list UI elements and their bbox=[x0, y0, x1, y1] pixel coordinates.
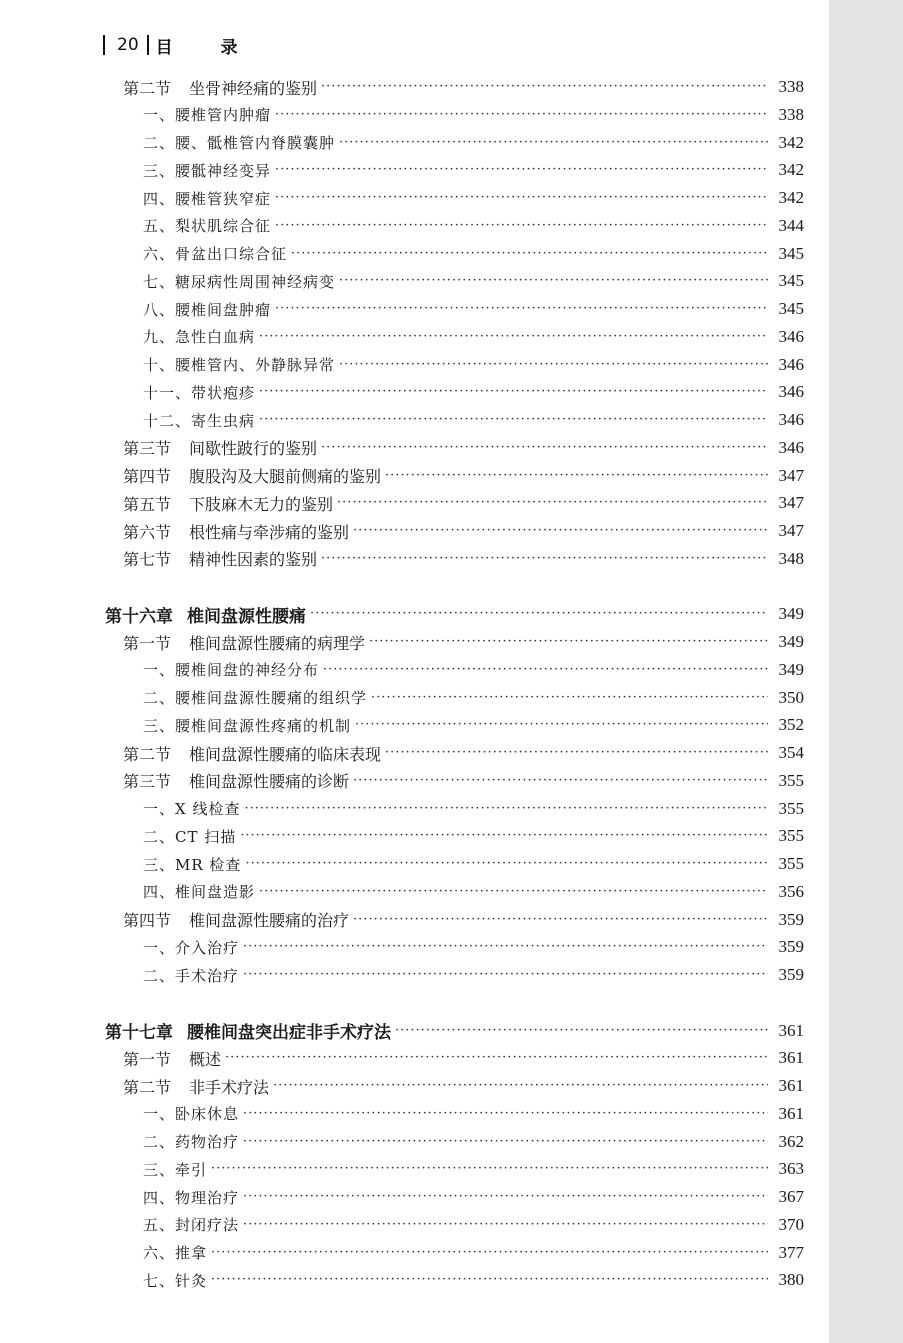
toc-entry-page: 356 bbox=[778, 881, 804, 901]
toc-entry-title: 间歇性跛行的鉴别 bbox=[189, 439, 318, 459]
toc-section-row bbox=[123, 1074, 804, 1098]
toc-entry-page: 359 bbox=[778, 937, 804, 957]
toc-entry-page: 347 bbox=[778, 521, 804, 540]
toc-entry-label: 八、 bbox=[143, 300, 176, 319]
header-rule-right bbox=[147, 35, 149, 55]
toc-entry-title: 介入治疗 bbox=[175, 938, 240, 957]
toc-subsection-row bbox=[143, 186, 804, 210]
toc-entry-page: 380 bbox=[778, 1270, 804, 1290]
toc-entry-page: 346 bbox=[778, 437, 804, 457]
dot-leader bbox=[321, 547, 768, 571]
dot-leader bbox=[211, 1268, 768, 1292]
page-number: 20 bbox=[117, 35, 139, 55]
toc-subsection-row bbox=[143, 158, 804, 182]
dot-leader bbox=[339, 269, 768, 293]
toc-entry-page: 346 bbox=[778, 382, 804, 402]
dot-leader bbox=[243, 935, 768, 959]
toc-entry-page: 359 bbox=[778, 909, 804, 929]
toc-entry-label: 十二、 bbox=[143, 411, 192, 430]
toc-entry-title: 非手术疗法 bbox=[189, 1077, 270, 1097]
toc-subsection-row bbox=[143, 852, 804, 876]
toc-entry-label: 七、 bbox=[143, 272, 176, 291]
toc-entry-title: 腰椎间盘肿瘤 bbox=[175, 300, 272, 319]
toc-entry-label: 第五节 bbox=[123, 494, 172, 514]
toc-entry-label: 第四节 bbox=[123, 467, 172, 486]
toc-entry-label: 一、 bbox=[143, 800, 176, 818]
toc-entry-page: 349 bbox=[778, 604, 804, 624]
toc-entry-page: 346 bbox=[778, 354, 804, 374]
toc-subsection-row bbox=[143, 1157, 804, 1181]
dot-leader bbox=[244, 797, 768, 821]
toc-entry-label: 六、 bbox=[143, 1244, 176, 1262]
toc-entry-label: 第二节 bbox=[123, 78, 172, 98]
toc-entry-label: 三、 bbox=[143, 1160, 176, 1179]
toc-entry-title: 腰椎管内肿瘤 bbox=[175, 106, 272, 125]
toc-entry-title: 腰椎间盘源性疼痛的机制 bbox=[175, 716, 352, 735]
toc-entry-label: 十、 bbox=[143, 356, 176, 374]
toc-entry-label: 十一、 bbox=[143, 383, 192, 402]
toc-subsection-row bbox=[143, 824, 804, 848]
toc-entry-page: 361 bbox=[778, 1048, 804, 1068]
toc-entry-title: 糖尿病性周围神经病变 bbox=[175, 272, 336, 291]
toc-entry-page: 346 bbox=[778, 326, 804, 346]
toc-section-row bbox=[123, 769, 804, 793]
toc-entry-label: 第六节 bbox=[123, 522, 172, 542]
toc-entry-label: 二、 bbox=[143, 966, 176, 985]
dot-leader bbox=[225, 1046, 768, 1070]
toc-entry-page: 370 bbox=[778, 1214, 804, 1234]
dot-leader bbox=[321, 75, 768, 99]
toc-entry-title: 急性白血病 bbox=[175, 328, 256, 347]
toc-entry-label: 五、 bbox=[143, 1216, 176, 1235]
dot-leader bbox=[339, 353, 768, 377]
toc-entry-label: 第三节 bbox=[123, 439, 172, 459]
toc-entry-page: 367 bbox=[778, 1187, 804, 1206]
toc-entry-title: 牵引 bbox=[175, 1160, 208, 1179]
toc-entry-page: 346 bbox=[778, 410, 804, 429]
toc-entry-title: 椎间盘源性腰痛的诊断 bbox=[189, 772, 350, 792]
toc-entry-page: 349 bbox=[778, 632, 804, 651]
toc-entry-title: 腰椎间盘源性腰痛的组织学 bbox=[175, 689, 368, 707]
toc-subsection-row bbox=[143, 1268, 804, 1292]
toc-entry-label: 三、 bbox=[143, 716, 176, 735]
toc-entry-title: 腰椎管内、外静脉异常 bbox=[175, 356, 336, 374]
toc-entry-title: 椎间盘源性腰痛的治疗 bbox=[189, 911, 350, 930]
running-header bbox=[103, 32, 259, 58]
toc-entry-title: 腰椎间盘的神经分布 bbox=[175, 661, 320, 680]
toc-entry-page: 348 bbox=[778, 548, 804, 568]
toc-entry-title: 药物治疗 bbox=[175, 1133, 240, 1151]
toc-entry-page: 363 bbox=[778, 1159, 804, 1179]
toc-entry-page: 355 bbox=[778, 826, 804, 846]
dot-leader bbox=[211, 1157, 768, 1181]
toc-subsection-row bbox=[143, 686, 804, 710]
toc-subsection-row bbox=[143, 214, 804, 238]
toc-subsection-row bbox=[143, 380, 804, 404]
toc-entry-label: 第十七章 bbox=[105, 1023, 173, 1043]
toc-entry-title: X 线检查 bbox=[175, 800, 241, 818]
dot-leader bbox=[275, 186, 768, 210]
margin-strip bbox=[829, 0, 903, 1343]
toc-entry-title: 手术治疗 bbox=[175, 966, 240, 985]
toc-section-row bbox=[123, 464, 804, 488]
toc-entry-label: 第四节 bbox=[123, 911, 172, 930]
toc-entry-page: 355 bbox=[778, 798, 804, 818]
dot-leader bbox=[310, 602, 768, 626]
toc-section-row bbox=[123, 630, 804, 654]
toc-subsection-row bbox=[143, 269, 804, 293]
dot-leader bbox=[337, 491, 768, 515]
toc-entry-label: 二、 bbox=[143, 689, 176, 707]
toc-subsection-row bbox=[143, 1241, 804, 1265]
toc-entry-label: 第二节 bbox=[123, 1077, 172, 1097]
toc-entry-label: 七、 bbox=[143, 1271, 176, 1290]
toc-subsection-row bbox=[143, 880, 804, 904]
toc-subsection-row bbox=[143, 658, 804, 682]
toc-entry-title: 封闭疗法 bbox=[175, 1216, 240, 1235]
toc-entry-page: 352 bbox=[778, 715, 804, 735]
dot-leader bbox=[275, 103, 768, 127]
toc-subsection-row bbox=[143, 325, 804, 349]
toc-subsection-row bbox=[143, 242, 804, 266]
toc-entry-page: 355 bbox=[778, 854, 804, 873]
toc-subsection-row bbox=[143, 1130, 804, 1154]
dot-leader bbox=[275, 214, 768, 238]
toc-entry-title: 概述 bbox=[189, 1049, 222, 1069]
page-title: 目 录 bbox=[155, 37, 259, 58]
toc-entry-page: 361 bbox=[778, 1103, 804, 1123]
dot-leader bbox=[259, 325, 768, 349]
toc-subsection-row bbox=[143, 297, 804, 321]
toc-entry-page: 344 bbox=[778, 215, 804, 235]
toc-entry-title: 精神性因素的鉴别 bbox=[189, 550, 318, 570]
toc-section-row bbox=[123, 1046, 804, 1070]
toc-subsection-row bbox=[143, 408, 804, 432]
toc-entry-title: MR 检查 bbox=[175, 855, 242, 874]
toc-entry-title: 腰骶神经变异 bbox=[175, 161, 272, 180]
dot-leader bbox=[353, 908, 768, 932]
toc-entry-page: 338 bbox=[778, 104, 804, 124]
toc-section-row bbox=[123, 741, 804, 765]
toc-entry-label: 四、 bbox=[143, 1188, 176, 1207]
toc-entry-page: 345 bbox=[778, 243, 804, 263]
toc-entry-page: 345 bbox=[778, 271, 804, 291]
toc-entry-title: 椎间盘源性腰痛 bbox=[187, 606, 306, 627]
dot-leader bbox=[395, 1019, 768, 1043]
toc-entry-title: 椎间盘源性腰痛的病理学 bbox=[189, 633, 366, 653]
dot-leader bbox=[243, 1213, 768, 1237]
toc-entry-page: 342 bbox=[778, 188, 804, 207]
toc-entry-page: 361 bbox=[778, 1076, 804, 1095]
toc-entry-page: 377 bbox=[778, 1242, 804, 1262]
toc-entry-label: 九、 bbox=[143, 328, 176, 347]
dot-leader bbox=[243, 1185, 768, 1209]
toc-section-row bbox=[123, 436, 804, 460]
dot-leader bbox=[259, 380, 768, 404]
toc-entry-label: 第一节 bbox=[123, 1049, 172, 1069]
dot-leader bbox=[211, 1241, 768, 1265]
toc-entry-page: 342 bbox=[778, 160, 804, 180]
toc-entry-title: 腰、骶椎管内脊膜囊肿 bbox=[175, 134, 336, 152]
toc-entry-page: 349 bbox=[778, 659, 804, 679]
toc-entry-title: 根性痛与牵涉痛的鉴别 bbox=[189, 522, 350, 542]
toc-entry-page: 347 bbox=[778, 493, 804, 513]
toc-entry-label: 一、 bbox=[143, 661, 176, 680]
dot-leader bbox=[275, 158, 768, 182]
toc-entry-page: 355 bbox=[778, 770, 804, 790]
toc-section-row bbox=[123, 519, 804, 543]
dot-leader bbox=[259, 880, 768, 904]
toc-entry-label: 一、 bbox=[143, 938, 176, 957]
toc-entry-label: 一、 bbox=[143, 1105, 176, 1124]
dot-leader bbox=[385, 741, 768, 765]
toc-entry-title: 寄生虫病 bbox=[191, 411, 256, 430]
toc-subsection-row bbox=[143, 353, 804, 377]
dot-leader bbox=[243, 963, 768, 987]
toc-section-row bbox=[123, 75, 804, 99]
toc-entry-title: 物理治疗 bbox=[175, 1188, 240, 1207]
toc-entry-title: 腰椎管狭窄症 bbox=[175, 189, 272, 208]
toc-entry-label: 三、 bbox=[143, 855, 176, 874]
toc-entry-title: 腹股沟及大腿前侧痛的鉴别 bbox=[189, 467, 382, 486]
dot-leader bbox=[321, 436, 768, 460]
toc-entry-title: 卧床休息 bbox=[175, 1105, 240, 1124]
dot-leader bbox=[355, 713, 768, 737]
dot-leader bbox=[245, 852, 768, 876]
dot-leader bbox=[273, 1074, 768, 1098]
dot-leader bbox=[339, 131, 768, 155]
toc-entry-label: 二、 bbox=[143, 134, 176, 152]
toc-section-row bbox=[123, 491, 804, 515]
toc-entry-label: 第三节 bbox=[123, 772, 172, 792]
toc-entry-label: 五、 bbox=[143, 217, 176, 236]
toc-entry-title: 腰椎间盘突出症非手术疗法 bbox=[187, 1023, 391, 1043]
toc-entry-page: 338 bbox=[778, 77, 804, 96]
dot-leader bbox=[369, 630, 768, 654]
toc-entry-label: 一、 bbox=[143, 106, 176, 125]
dot-leader bbox=[371, 686, 768, 710]
toc-section-row bbox=[123, 547, 804, 571]
toc-entry-title: 坐骨神经痛的鉴别 bbox=[189, 78, 318, 98]
toc-entry-label: 第十六章 bbox=[105, 606, 173, 627]
dot-leader bbox=[259, 408, 768, 432]
dot-leader bbox=[240, 824, 768, 848]
toc-entry-page: 359 bbox=[778, 965, 804, 984]
toc-entry-label: 第二节 bbox=[123, 744, 172, 764]
dot-leader bbox=[275, 297, 768, 321]
toc-entry-title: 推拿 bbox=[175, 1244, 208, 1262]
toc-entry-title: 骨盆出口综合征 bbox=[175, 245, 288, 263]
toc-entry-title: 梨状肌综合征 bbox=[175, 217, 272, 236]
dot-leader bbox=[353, 769, 768, 793]
toc-entry-label: 六、 bbox=[143, 245, 176, 263]
toc-section-row bbox=[123, 908, 804, 932]
toc-entry-title: 带状疱疹 bbox=[191, 383, 256, 402]
toc-subsection-row bbox=[143, 797, 804, 821]
toc-entry-label: 三、 bbox=[143, 161, 176, 180]
toc-subsection-row bbox=[143, 935, 804, 959]
toc-entry-title: 下肢麻木无力的鉴别 bbox=[189, 494, 334, 514]
toc-entry-page: 342 bbox=[778, 132, 804, 152]
toc-entry-page: 362 bbox=[778, 1131, 804, 1151]
toc-subsection-row bbox=[143, 103, 804, 127]
toc-subsection-row bbox=[143, 1185, 804, 1209]
toc-entry-page: 350 bbox=[778, 687, 804, 707]
toc-entry-page: 354 bbox=[778, 743, 804, 762]
toc-entry-label: 二、 bbox=[143, 827, 176, 846]
toc-subsection-row bbox=[143, 963, 804, 987]
toc-entry-title: CT 扫描 bbox=[175, 827, 237, 846]
toc-subsection-row bbox=[143, 1213, 804, 1237]
toc-entry-page: 347 bbox=[778, 465, 804, 485]
dot-leader bbox=[243, 1102, 768, 1126]
dot-leader bbox=[243, 1130, 768, 1154]
toc-entry-label: 第一节 bbox=[123, 633, 172, 653]
dot-leader bbox=[353, 519, 768, 543]
toc-entry-page: 345 bbox=[778, 299, 804, 318]
toc-subsection-row bbox=[143, 713, 804, 737]
toc-entry-label: 二、 bbox=[143, 1133, 176, 1151]
toc-entry-label: 第七节 bbox=[123, 550, 172, 570]
toc-chapter-row bbox=[105, 602, 804, 626]
dot-leader bbox=[323, 658, 768, 682]
toc-entry-label: 四、 bbox=[143, 883, 176, 902]
toc-entry-page: 361 bbox=[778, 1020, 804, 1040]
toc-entry-title: 椎间盘造影 bbox=[175, 883, 256, 902]
toc-chapter-row bbox=[105, 1019, 804, 1043]
toc-subsection-row bbox=[143, 131, 804, 155]
dot-leader bbox=[385, 464, 768, 488]
toc-entry-title: 针灸 bbox=[175, 1271, 208, 1290]
toc-entry-title: 椎间盘源性腰痛的临床表现 bbox=[189, 744, 382, 764]
toc-subsection-row bbox=[143, 1102, 804, 1126]
dot-leader bbox=[291, 242, 768, 266]
header-rule-left bbox=[103, 35, 105, 55]
toc-entry-label: 四、 bbox=[143, 189, 176, 208]
